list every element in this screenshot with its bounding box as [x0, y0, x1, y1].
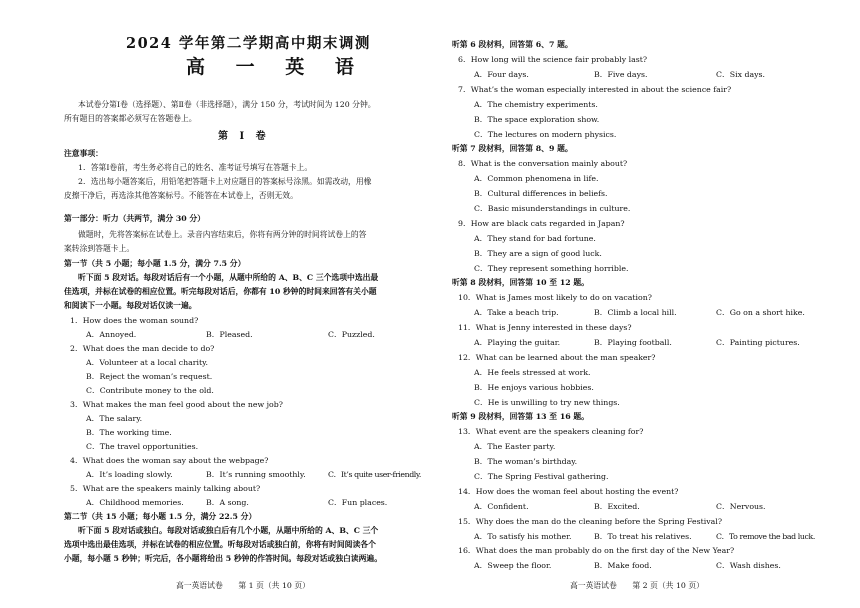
exam-title: 2024 学年第二学期高中期末调测 [126, 35, 371, 52]
question-1: 1．How does the woman sound? [70, 316, 199, 325]
question-3-option-c: C．The travel opportunities. [86, 442, 199, 451]
question-10: 10．What is James most likely to do on vacation? [458, 293, 652, 302]
question-16-option-c: C．Wash dishes. [716, 561, 781, 570]
question-15-option-c: C．To remove the bad luck. [716, 532, 815, 541]
question-15-option-a: A．To satisfy his mother. [474, 532, 572, 541]
section-1-desc-3: 和阅读下一小题。每段对话仅读一遍。 [64, 301, 197, 310]
question-5: 5．What are the speakers mainly talking about? [70, 484, 261, 493]
page-2-footer: 高一英语试卷 第 2 页（共 10 页） [570, 581, 704, 590]
question-12-option-b: B．He enjoys various hobbies. [474, 383, 594, 392]
question-8-option-b: B．Cultural differences in beliefs. [474, 189, 608, 198]
question-16-option-a: A．Sweep the floor. [474, 561, 552, 570]
question-10-option-a: A．Take a beach trip. [474, 308, 559, 317]
section-2-heading: 第二节（共 15 小题；每小题 1.5 分，满分 22.5 分） [64, 512, 257, 521]
question-14-option-c: C．Nervous. [716, 502, 766, 511]
section-1-heading: 第一节（共 5 小题；每小题 1.5 分，满分 7.5 分） [64, 259, 246, 268]
question-5-option-b: B．A song. [206, 498, 249, 507]
question-1-option-c: C．Puzzled. [328, 330, 375, 339]
question-7-option-c: C．The lectures on modern physics. [474, 130, 617, 139]
question-3-option-a: A．The salary. [86, 414, 143, 423]
question-3: 3．What makes the man feel good about the new job? [70, 400, 283, 409]
note-2-line-2: 皮擦干净后，再选涂其他答案标号。不能答在本试卷上，否则无效。 [64, 191, 298, 200]
question-12-option-c: C．He is unwilling to try new things. [474, 398, 620, 407]
question-15: 15．Why does the man do the cleaning before the Spring Festival? [458, 517, 722, 526]
material-8-heading: 听第 8 段材料，回答第 10 至 12 题。 [452, 278, 589, 287]
section-2-desc-1: 听下面 5 段对话或独白。每段对话或独白后有几个小题，从题中所给的 A、B、C 三个 [78, 526, 379, 535]
question-4-option-b: B．It’s running smoothly. [206, 470, 306, 479]
section-2-desc-2: 选项中选出最佳选项，并标在试卷的相应位置。听每段对话或独白前，你将有时间阅读各个 [64, 540, 376, 549]
listening-heading: 第一部分：听力（共两节，满分 30 分） [64, 214, 206, 223]
material-7-heading: 听第 7 段材料，回答第 8、9 题。 [452, 144, 573, 153]
question-8-option-c: C．Basic misunderstandings in culture. [474, 204, 631, 213]
material-9-heading: 听第 9 段材料，回答第 13 至 16 题。 [452, 412, 589, 421]
material-6-heading: 听第 6 段材料，回答第 6、7 题。 [452, 40, 573, 49]
question-11-option-b: B．Playing football. [594, 338, 672, 347]
question-11-option-c: C．Painting pictures. [716, 338, 800, 347]
note-1: 1．答第Ⅰ卷前，考生务必将自己的姓名、准考证号填写在答题卡上。 [78, 163, 313, 172]
question-2: 2．What does the man decide to do? [70, 344, 215, 353]
question-2-option-b: B．Reject the woman’s request. [86, 372, 213, 381]
question-13-option-b: B．The woman’s birthday. [474, 457, 578, 466]
question-14: 14．How does the woman feel about hosting the event? [458, 487, 679, 496]
question-6-option-b: B．Five days. [594, 70, 648, 79]
question-12-option-a: A．He feels stressed at work. [474, 368, 591, 377]
question-8-option-a: A．Common phenomena in life. [474, 174, 599, 183]
question-7: 7．What’s the woman especially interested in about the science fair? [458, 85, 732, 94]
question-9-option-c: C．They represent something horrible. [474, 264, 629, 273]
question-9-option-b: B．They are a sign of good luck. [474, 249, 602, 258]
question-11: 11．What is Jenny interested in these days? [458, 323, 632, 332]
question-2-option-c: C．Contribute money to the old. [86, 386, 214, 395]
question-2-option-a: A．Volunteer at a local charity. [86, 358, 208, 367]
question-1-option-b: B．Pleased. [206, 330, 253, 339]
intro-line-2: 所有题目的答案都必须写在答题卷上。 [64, 114, 197, 123]
question-6-option-a: A．Four days. [474, 70, 529, 79]
question-13-option-a: A．The Easter party. [474, 442, 556, 451]
question-4-option-a: A．It’s loading slowly. [86, 470, 173, 479]
listening-desc-2: 案转涂到答题卡上。 [64, 244, 135, 253]
section-1-desc-1: 听下面 5 段对话。每段对话后有一个小题，从题中所给的 A、B、C 三个选项中选出最 [78, 273, 379, 282]
question-4-option-c: C．It’s quite user-friendly. [328, 470, 421, 479]
question-9-option-a: A．They stand for bad fortune. [474, 234, 596, 243]
notes-heading: 注意事项： [64, 149, 103, 158]
question-15-option-b: B．To treat his relatives. [594, 532, 692, 541]
note-2-line-1: 2．选出每小题答案后，用铅笔把答题卡上对应题目的答案标号涂黑。如需改动，用橡 [78, 177, 372, 186]
question-12: 12．What can be learned about the man speaker? [458, 353, 656, 362]
exam-subject: 高 一 英 语 [186, 56, 366, 78]
question-13: 13．What event are the speakers cleaning for? [458, 427, 644, 436]
question-10-option-b: B．Climb a local hill. [594, 308, 677, 317]
question-4: 4．What does the woman say about the webpage? [70, 456, 269, 465]
section-1-desc-2: 佳选项，并标在试卷的相应位置。听完每段对话后，你都有 10 秒钟的时间来回答有关小题 [64, 287, 377, 296]
question-3-option-b: B．The working time. [86, 428, 172, 437]
question-14-option-a: A．Confident. [474, 502, 529, 511]
question-7-option-a: A．The chemistry experiments. [474, 100, 598, 109]
question-14-option-b: B．Excited. [594, 502, 640, 511]
question-9: 9．How are black cats regarded in Japan? [458, 219, 625, 228]
listening-desc-1: 做题时，先将答案标在试卷上。录音内容结束后，你将有两分钟的时间将试卷上的答 [78, 230, 367, 239]
question-1-option-a: A．Annoyed. [86, 330, 137, 339]
intro-line-1: 本试卷分第Ⅰ卷（选择题）、第Ⅱ卷（非选择题），满分 150 分，考试时间为 120 分钟。 [78, 100, 376, 109]
question-5-option-a: A．Childhood memories. [86, 498, 184, 507]
question-5-option-c: C．Fun places. [328, 498, 388, 507]
part-one-heading: 第 Ⅰ 卷 [218, 131, 270, 142]
section-2-desc-3: 小题，每小题 5 秒钟；听完后，各小题将给出 5 秒钟的作答时间。每段对话或独白读两遍。 [64, 554, 382, 563]
page-1-footer: 高一英语试卷 第 1 页（共 10 页） [176, 581, 310, 590]
question-16-option-b: B．Make food. [594, 561, 652, 570]
question-7-option-b: B．The space exploration show. [474, 115, 600, 124]
question-11-option-a: A．Playing the guitar. [474, 338, 561, 347]
question-6-option-c: C．Six days. [716, 70, 765, 79]
question-6: 6．How long will the science fair probably last? [458, 55, 648, 64]
question-16: 16．What does the man probably do on the first day of the New Year? [458, 546, 735, 555]
question-13-option-c: C．The Spring Festival gathering. [474, 472, 609, 481]
question-10-option-c: C．Go on a short hike. [716, 308, 805, 317]
question-8: 8．What is the conversation mainly about? [458, 159, 628, 168]
